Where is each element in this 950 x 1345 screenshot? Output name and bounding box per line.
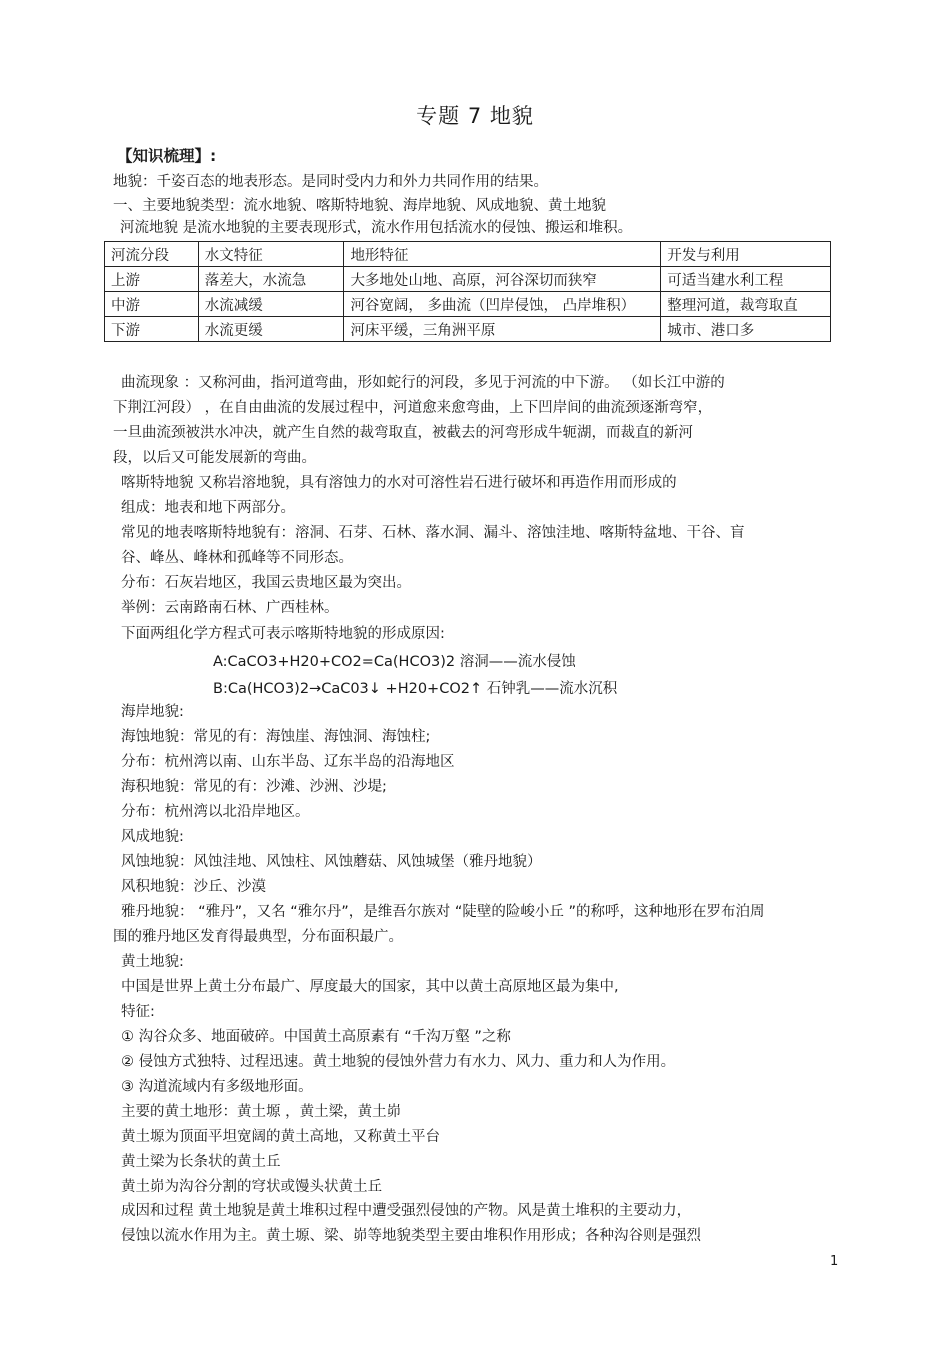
body-line: 常见的地表喀斯特地貌有：溶洞、石芽、石林、落水洞、漏斗、溶蚀洼地、喀斯特盆地、干谷、盲 xyxy=(121,525,745,541)
intro-line: 河流地貌 是流水地貌的主要表现形式，流水作用包括流水的侵蚀、搬运和堆积。 xyxy=(120,220,633,236)
table-header-cell: 地形特征 xyxy=(344,242,661,267)
body-line: 分布：杭州湾以南、山东半岛、辽东半岛的沿海地区 xyxy=(121,754,455,770)
body-line: 风蚀地貌：风蚀洼地、风蚀柱、风蚀蘑菇、风蚀城堡（雅丹地貌） xyxy=(121,854,542,870)
table-header-cell: 河流分段 xyxy=(105,242,199,267)
table-header-cell: 水文特征 xyxy=(198,242,344,267)
body-line: 下荆江河段） ，在自由曲流的发展过程中，河道愈来愈弯曲，上下凹岸间的曲流颈逐渐弯窄， xyxy=(113,400,713,416)
table-row xyxy=(105,267,831,292)
table-header-cell: 开发与利用 xyxy=(661,242,831,267)
body-line: 喀斯特地貌 又称岩溶地貌，具有溶蚀力的水对可溶性岩石进行破坏和再造作用而形成的 xyxy=(121,475,677,491)
body-line: 海岸地貌: xyxy=(121,704,184,720)
body-line: 曲流现象 ：又称河曲，指河道弯曲，形如蛇行的河段，多见于河流的中下游。 （如长江中游的 xyxy=(121,375,725,391)
body-line: 分布：杭州湾以北沿岸地区。 xyxy=(121,804,310,820)
body-line: 下面两组化学方程式可表示喀斯特地貌的形成原因: xyxy=(121,626,445,642)
table-cell: 河谷宽阔， 多曲流（凹岸侵蚀， 凸岸堆积） xyxy=(344,292,661,317)
body-line: 侵蚀以流水作用为主。黄土塬、梁、峁等地貌类型主要由堆积作用形成；各种沟谷则是强烈 xyxy=(121,1228,701,1244)
body-line: 黄土地貌: xyxy=(121,954,184,970)
equation-b: B:Ca(HCO3)2→CaC03↓ +H20+CO2↑ 石钟乳——流水沉积 xyxy=(213,681,618,697)
table-cell: 可适当建水利工程 xyxy=(661,267,831,292)
body-line: 分布：石灰岩地区，我国云贵地区最为突出。 xyxy=(121,575,411,591)
page-number: 1 xyxy=(830,1254,839,1269)
table-cell: 城市、港口多 xyxy=(661,317,831,342)
body-line: 谷、峰丛、峰林和孤峰等不同形态。 xyxy=(121,550,353,566)
list-item: ② 侵蚀方式独特、过程迅速。黄土地貌的侵蚀外营力有水力、风力、重力和人为作用。 xyxy=(121,1054,676,1070)
table-cell: 中游 xyxy=(105,292,199,317)
table-cell: 落差大，水流急 xyxy=(198,267,344,292)
body-line: 中国是世界上黄土分布最广、厚度最大的国家，其中以黄土高原地区最为集中, xyxy=(121,979,619,995)
table-header-row xyxy=(105,242,831,267)
body-line: 特征: xyxy=(121,1004,155,1020)
table-cell: 整理河道，裁弯取直 xyxy=(661,292,831,317)
body-line: 雅丹地貌： “雅丹”，又名 “雅尔丹”，是维吾尔族对 “陡壁的险峻小丘 ”的称呼，这种地形在罗布泊周 xyxy=(121,904,765,920)
body-line: 段，以后又可能发展新的弯曲。 xyxy=(113,450,316,466)
body-line: 组成：地表和地下两部分。 xyxy=(121,500,295,516)
table-cell: 上游 xyxy=(105,267,199,292)
page-title: 专题 7 地貌 xyxy=(416,104,534,128)
intro-line: 地貌：千姿百态的地表形态。是同时受内力和外力共同作用的结果。 xyxy=(113,174,548,190)
body-line: 风积地貌：沙丘、沙漠 xyxy=(121,879,266,895)
body-line: 围的雅丹地区发育得最典型，分布面积最广。 xyxy=(113,929,403,945)
table-row xyxy=(105,292,831,317)
body-line: 海积地貌：常见的有：沙滩、沙洲、沙堤; xyxy=(121,779,387,795)
body-line: 黄土塬为顶面平坦宽阔的黄土高地，又称黄土平台 xyxy=(121,1129,440,1145)
intro-line: 一、主要地貌类型：流水地貌、喀斯特地貌、海岸地貌、风成地貌、黄土地貌 xyxy=(113,198,606,214)
table-cell: 水流减缓 xyxy=(198,292,344,317)
table-cell: 大多地处山地、高原，河谷深切而狭窄 xyxy=(344,267,661,292)
body-line: 举例：云南路南石林、广西桂林。 xyxy=(121,600,339,616)
body-line: 黄土梁为长条状的黄土丘 xyxy=(121,1154,281,1170)
list-item: ① 沟谷众多、地面破碎。中国黄土高原素有 “千沟万壑 ”之称 xyxy=(121,1029,511,1045)
body-line: 海蚀地貌：常见的有：海蚀崖、海蚀洞、海蚀柱; xyxy=(121,729,431,745)
body-line: 主要的黄土地形：黄土塬 ，黄土梁，黄土峁 xyxy=(121,1104,402,1120)
section-header: 【知识梳理】: xyxy=(117,147,217,165)
list-item: ③ 沟道流域内有多级地形面。 xyxy=(121,1079,313,1095)
body-line: 黄土峁为沟谷分割的穹状或馒头状黄土丘 xyxy=(121,1179,382,1195)
table-cell: 下游 xyxy=(105,317,199,342)
body-line: 成因和过程 黄土地貌是黄土堆积过程中遭受强烈侵蚀的产物。风是黄土堆积的主要动力， xyxy=(121,1203,692,1219)
body-line: 风成地貌: xyxy=(121,829,184,845)
table-cell: 水流更缓 xyxy=(198,317,344,342)
equation-a: A:CaCO3+H20+CO2=Ca(HCO3)2 溶洞——流水侵蚀 xyxy=(213,654,576,670)
table-row xyxy=(105,317,831,342)
river-segment-table xyxy=(104,241,831,342)
body-line: 一旦曲流颈被洪水冲决，就产生自然的裁弯取直，被截去的河弯形成牛轭湖，而裁直的新河 xyxy=(113,425,693,441)
table-cell: 河床平缓，三角洲平原 xyxy=(344,317,661,342)
